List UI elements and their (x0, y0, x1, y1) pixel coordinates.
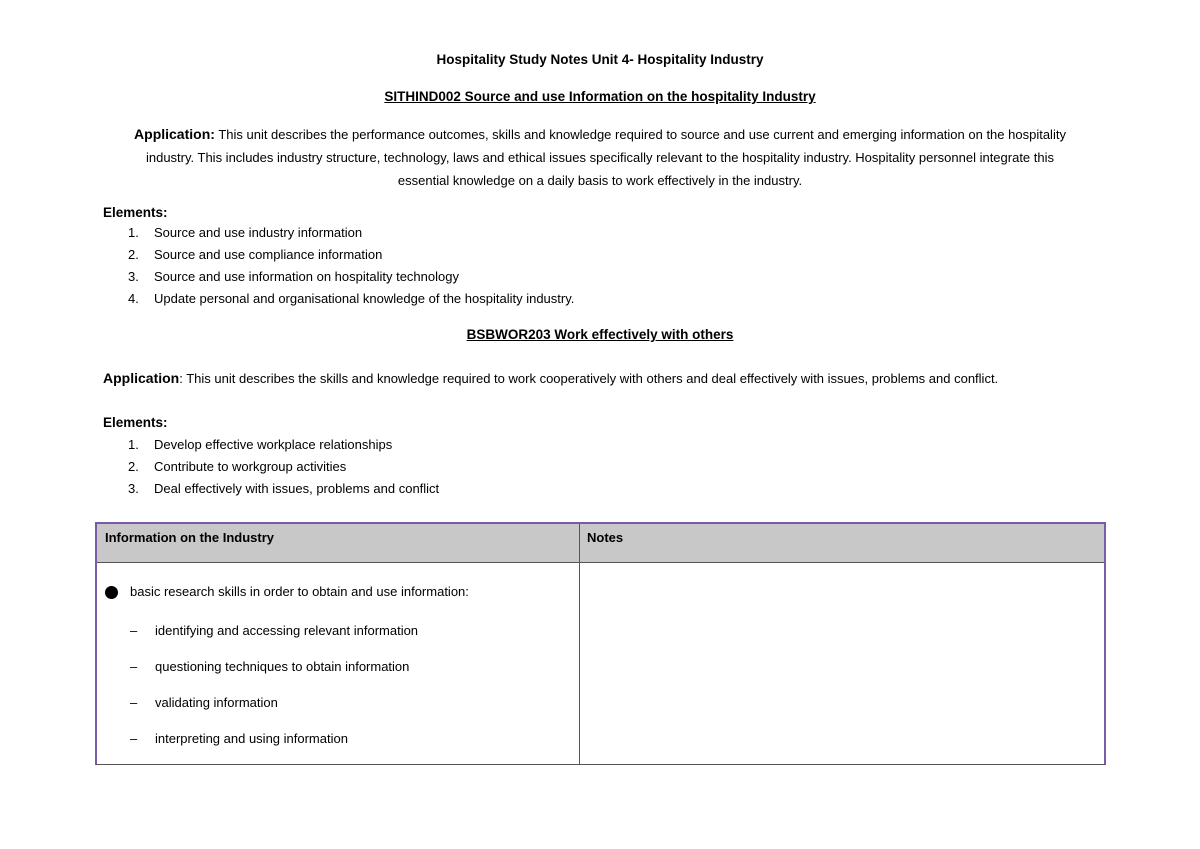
unit1-elements-heading: Elements: (103, 205, 168, 220)
table-main-item: basic research skills in order to obtain and use information: (130, 584, 469, 599)
dash-icon: – (130, 695, 138, 710)
column-header-notes: Notes (587, 530, 624, 545)
list-number: 1. (128, 437, 139, 452)
list-item (103, 288, 574, 310)
unit1-application (120, 123, 1080, 192)
table-sub-item: interpreting and using information (155, 731, 348, 746)
unit1-elements-list (103, 222, 574, 310)
dash-icon: – (130, 623, 138, 638)
table-sub-item: questioning techniques to obtain information (155, 659, 410, 674)
list-item-text: Source and use information on hospitality technology (154, 269, 459, 284)
table-sub-item: validating information (155, 695, 278, 710)
notes-cell[interactable] (580, 563, 1104, 764)
unit1-application-text: This unit describes the performance outcomes, skills and knowledge required to source and use current and emerging information on the hospitality industry. This includes industry structure, technology, laws and ethical issues specifically relevant to the hospitality industry. Hospitality personnel integrate this essential knowledge on a daily basis to work effectively in the industry. (145, 127, 1066, 188)
list-item (103, 434, 439, 456)
list-item (103, 478, 439, 500)
table-sub-item: identifying and accessing relevant information (155, 623, 419, 638)
list-number: 1. (128, 225, 139, 240)
unit2-elements-list (103, 434, 439, 500)
list-item (103, 456, 439, 478)
unit2-heading: BSBWOR203 Work effectively with others (466, 327, 734, 342)
list-item-text: Contribute to workgroup activities (154, 459, 347, 474)
list-number: 2. (128, 459, 139, 474)
list-item-text: Source and use industry information (154, 225, 363, 240)
list-number: 2. (128, 247, 139, 262)
unit2-application-label: Application (103, 370, 180, 386)
list-item-text: Source and use compliance information (154, 247, 383, 262)
column-header-information: Information on the Industry (105, 530, 274, 545)
list-number: 3. (128, 269, 139, 284)
list-number: 4. (128, 291, 139, 306)
unit2-application (103, 370, 1103, 386)
list-item-text: Update personal and organisational knowledge of the hospitality industry. (154, 291, 575, 306)
dash-icon: – (130, 731, 138, 746)
unit1-application-label: Application: (134, 126, 215, 142)
bullet-icon (105, 586, 118, 599)
unit2-elements-heading: Elements: (103, 415, 168, 430)
document-title: Hospitality Study Notes Unit 4- Hospitality Industry (436, 52, 764, 67)
dash-icon: – (130, 659, 138, 674)
table-header-row (97, 524, 1104, 563)
list-item (103, 244, 574, 266)
unit2-application-text: : This unit describes the skills and knowledge required to work cooperatively with others and deal effectively with issues, problems and conflict. (179, 371, 999, 386)
unit1-heading: SITHIND002 Source and use Information on the hospitality Industry (384, 89, 816, 104)
list-number: 3. (128, 481, 139, 496)
list-item (103, 266, 574, 288)
list-item-text: Deal effectively with issues, problems and conflict (154, 481, 440, 496)
notes-table (95, 522, 1106, 765)
list-item (103, 222, 574, 244)
list-item-text: Develop effective workplace relationships (154, 437, 393, 452)
